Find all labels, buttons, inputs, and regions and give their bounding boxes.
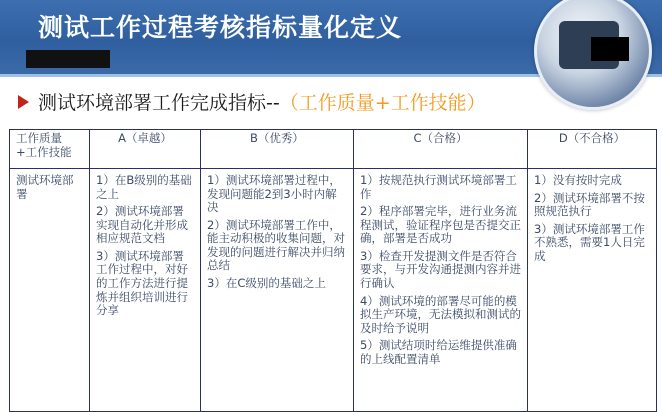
cell-c-item: 4）测试环境的部署尽可能的模拟生产环境，无法模拟和测试的及时给予说明 [360,293,521,335]
page-title: 测试工作过程考核指标量化定义 [38,13,403,42]
section-heading-paren: （工作质量+工作技能） [279,92,486,114]
section-heading [18,88,486,112]
section-heading-main: 测试环境部署工作完成指标-- [38,92,280,114]
arrow-bullet-icon [18,95,29,109]
header-cell-b: B（优秀） [201,130,354,169]
company-logo [534,0,652,110]
cell-c-item: 3）检查开发提测文件是否符合要求，与开发沟通提测内容并进行确认 [360,248,521,290]
cell-a-item: 1）在B级别的基础之上 [96,173,192,201]
cell-c-item: 1）按规范执行测试环境部署工作 [360,173,517,201]
cell-a-item: 2）测试环境部署实现自动化并形成相应规范文档 [96,204,188,246]
header-cell-a: A（卓越） [90,130,201,169]
table-row [10,169,657,412]
header-cell-d: D（不合格） [528,130,657,169]
cell-d-item: 3）测试环境部署工作不熟悉，需要1人日完成 [534,221,645,263]
header-cell-criteria: 工作质量+工作技能 [10,130,90,169]
cell-c-item: 5）测试结项时给运维提供准确的上线配置清单 [360,338,517,366]
criteria-table [9,129,657,412]
row-label-cell: 测试环境部署 [10,169,90,412]
cell-b-item: 1）测试环境部署过程中，发现问题能2到3小时内解决 [207,173,341,215]
logo-redacted-block [591,37,629,61]
cell-a [90,169,201,412]
cell-d-item: 2）测试环境部署不按照规范执行 [534,190,645,219]
cell-a-item: 3）测试环境部署工作过程中，对好的工作方法进行提炼并组织培训进行分享 [96,248,188,318]
cell-b [201,169,354,412]
cell-d-item: 1）没有按时完成 [534,173,622,187]
redacted-block [26,50,110,68]
cell-c [354,169,528,412]
header-cell-c: C（合格） [354,130,528,169]
table-header-row [10,130,657,169]
cell-b-item: 2）测试环境部署工作中，能主动积极的收集问题，对发现的问题进行解决并归纳总结 [207,217,345,273]
cell-b-item: 3）在C级别的基础之上 [207,275,326,290]
cell-c-item: 2）程序部署完毕，进行业务流程测试，验证程序包是否提交正确，部署是否成功 [360,204,521,246]
cell-d [528,169,657,412]
